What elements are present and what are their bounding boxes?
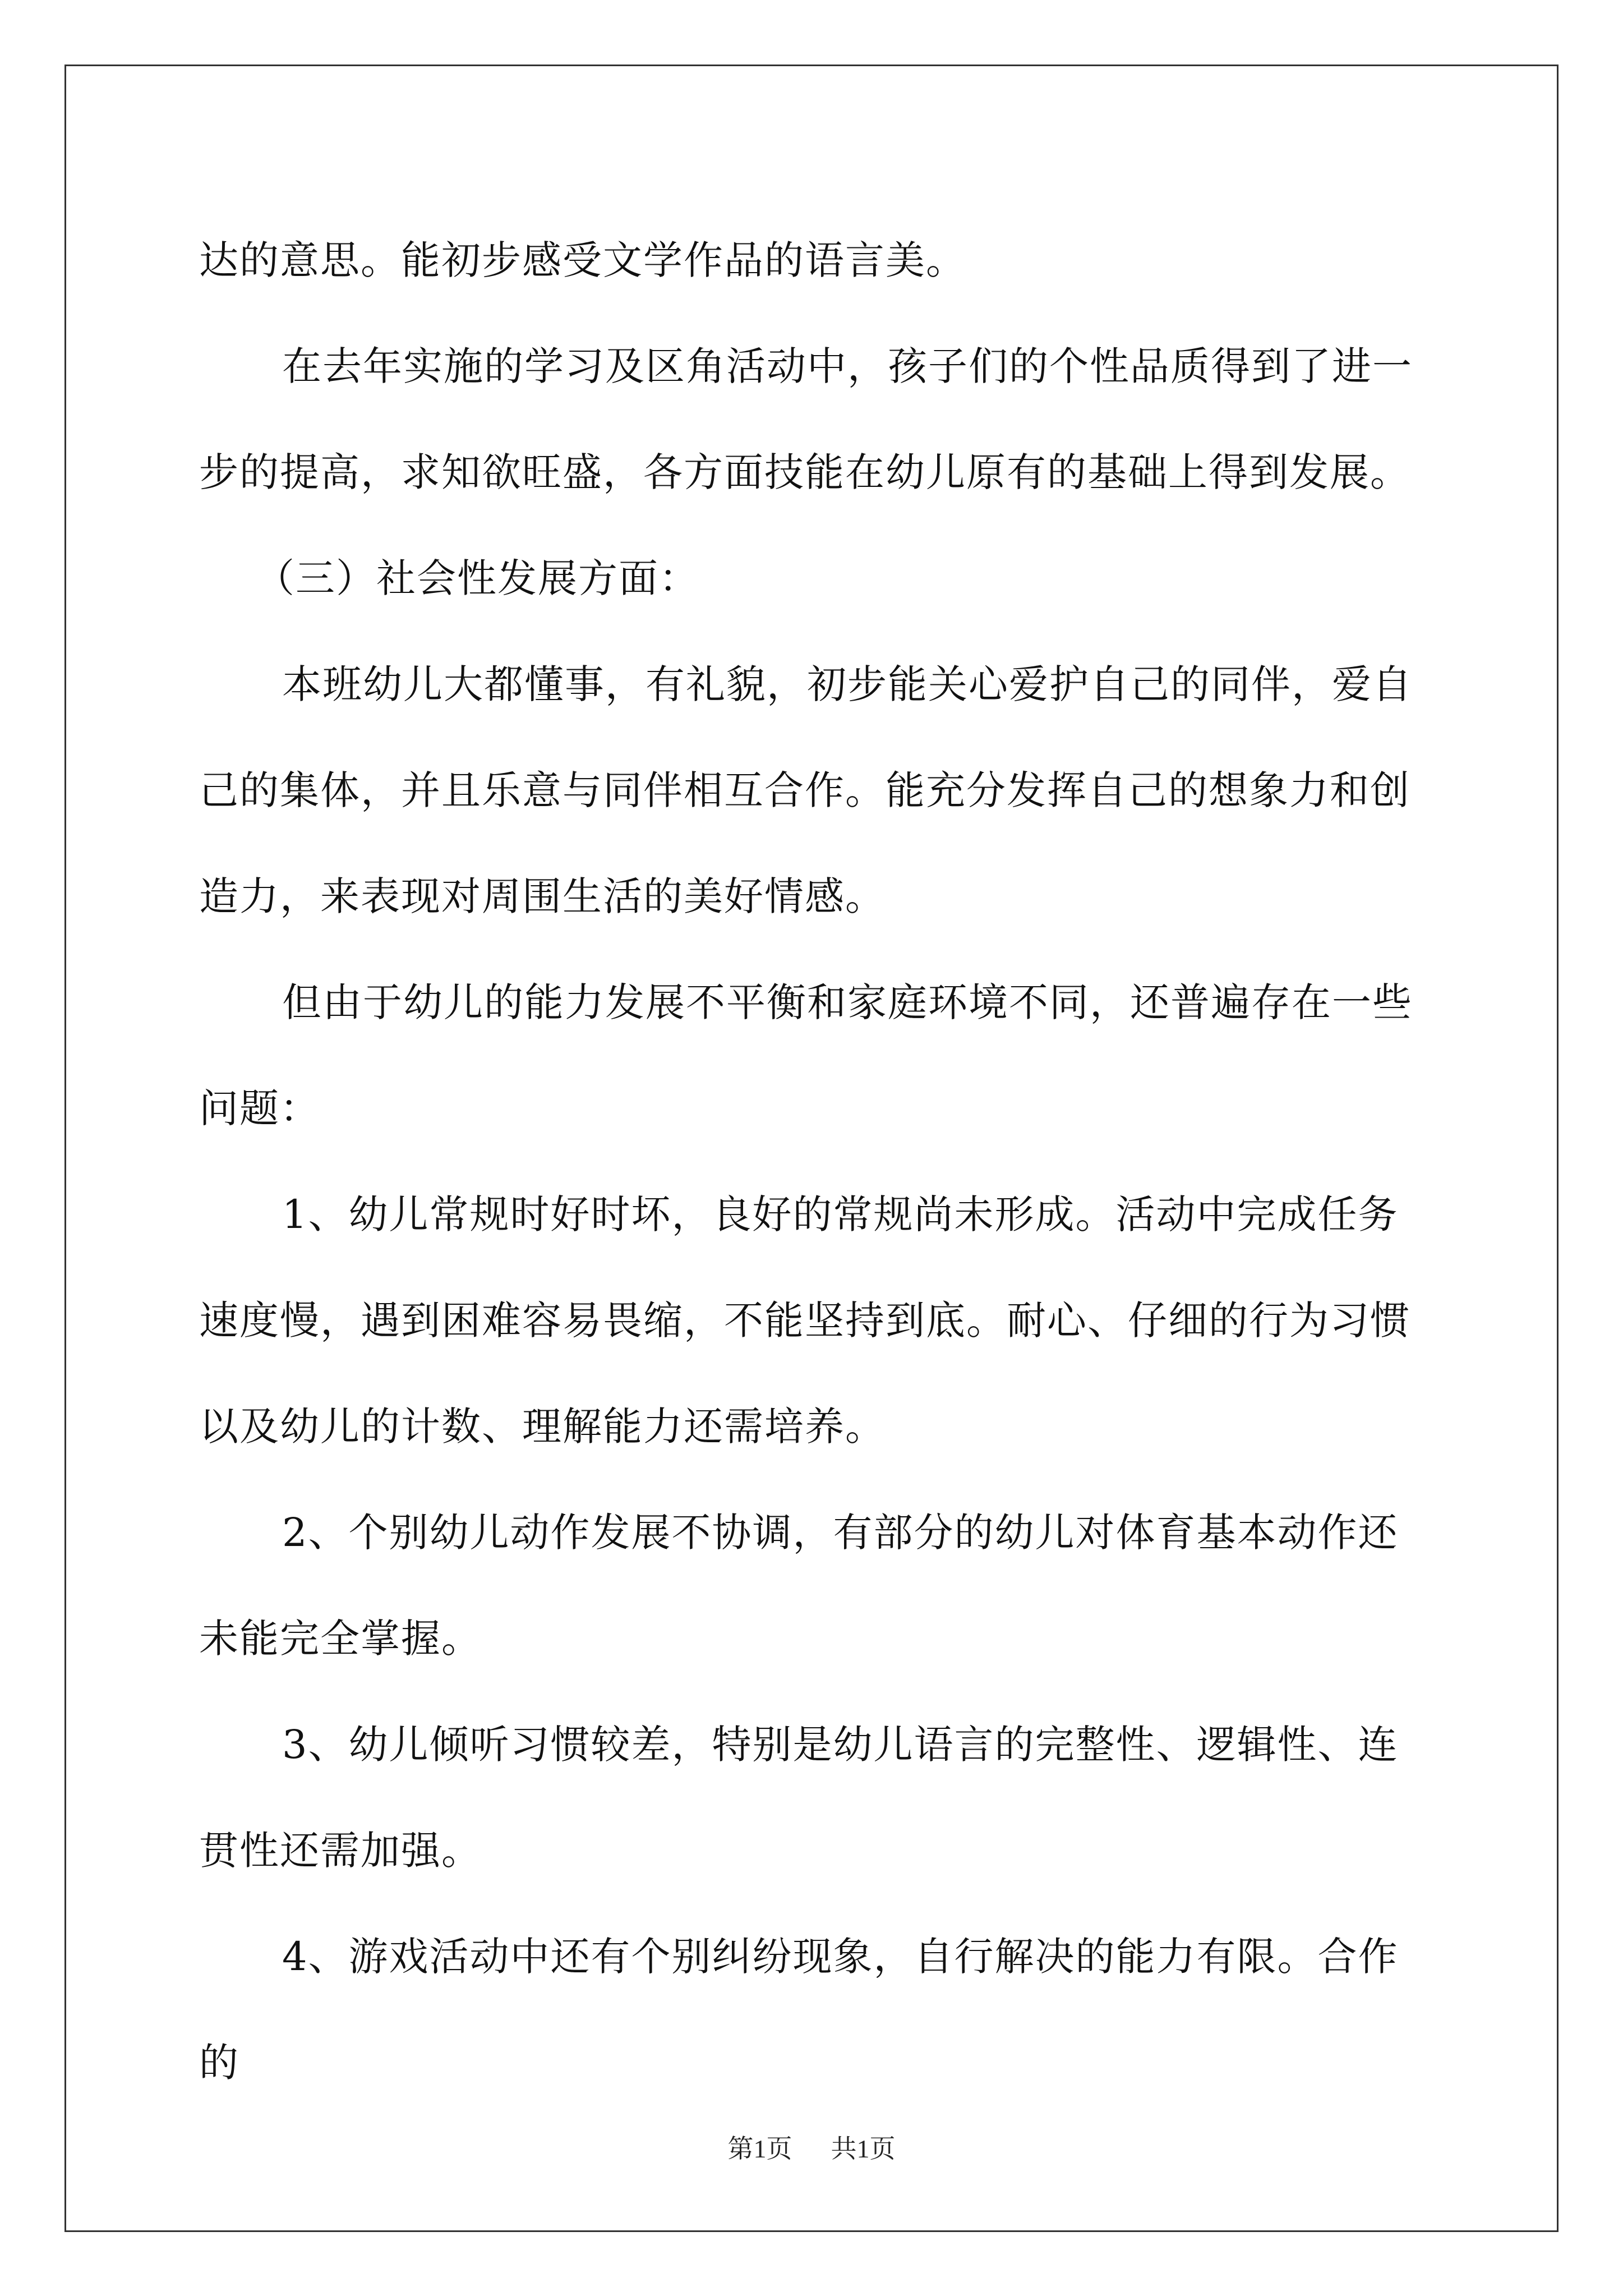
page-total: 共1页	[831, 2134, 896, 2163]
section-heading-social-development: （三）社会性发展方面：	[255, 555, 699, 601]
paragraph-problems-intro: 但由于幼儿的能力发展不平衡和家庭环境不同，还普遍存在一些问题：	[199, 979, 1413, 1131]
problem-item-2: 2、个别幼儿动作发展不协调，有部分的幼儿对体育基本动作还未能完全掌握。	[199, 1510, 1399, 1662]
paragraph-learning-activities: 在去年实施的学习及区角活动中，孩子们的个性品质得到了进一步的提高，求知欲旺盛，各方面技能在幼儿原有的基础上得到发展。	[199, 343, 1413, 495]
paragraph-social-development: 本班幼儿大都懂事，有礼貌，初步能关心爱护自己的同伴，爱自己的集体，并且乐意与同伴相互合作。能充分发挥自己的想象力和创造力，来表现对周围生活的美好情感。	[199, 661, 1413, 919]
problem-item-4: 4、游戏活动中还有个别纠纷现象，自行解决的能力有限。合作的	[199, 1934, 1399, 2086]
page-number: 第1页	[727, 2134, 792, 2163]
page-footer	[0, 2128, 1623, 2165]
problem-item-3: 3、幼儿倾听习惯较差，特别是幼儿语言的完整性、逻辑性、连贯性还需加强。	[199, 1722, 1399, 1874]
paragraph-continuation: 达的意思。能初步感受文学作品的语言美。	[199, 237, 966, 283]
document-body	[199, 208, 1424, 2116]
problem-item-1: 1、幼儿常规时好时坏，良好的常规尚未形成。活动中完成任务速度慢，遇到困难容易畏缩，不能坚持到底。耐心、仔细的行为习惯以及幼儿的计数、理解能力还需培养。	[199, 1191, 1410, 1450]
